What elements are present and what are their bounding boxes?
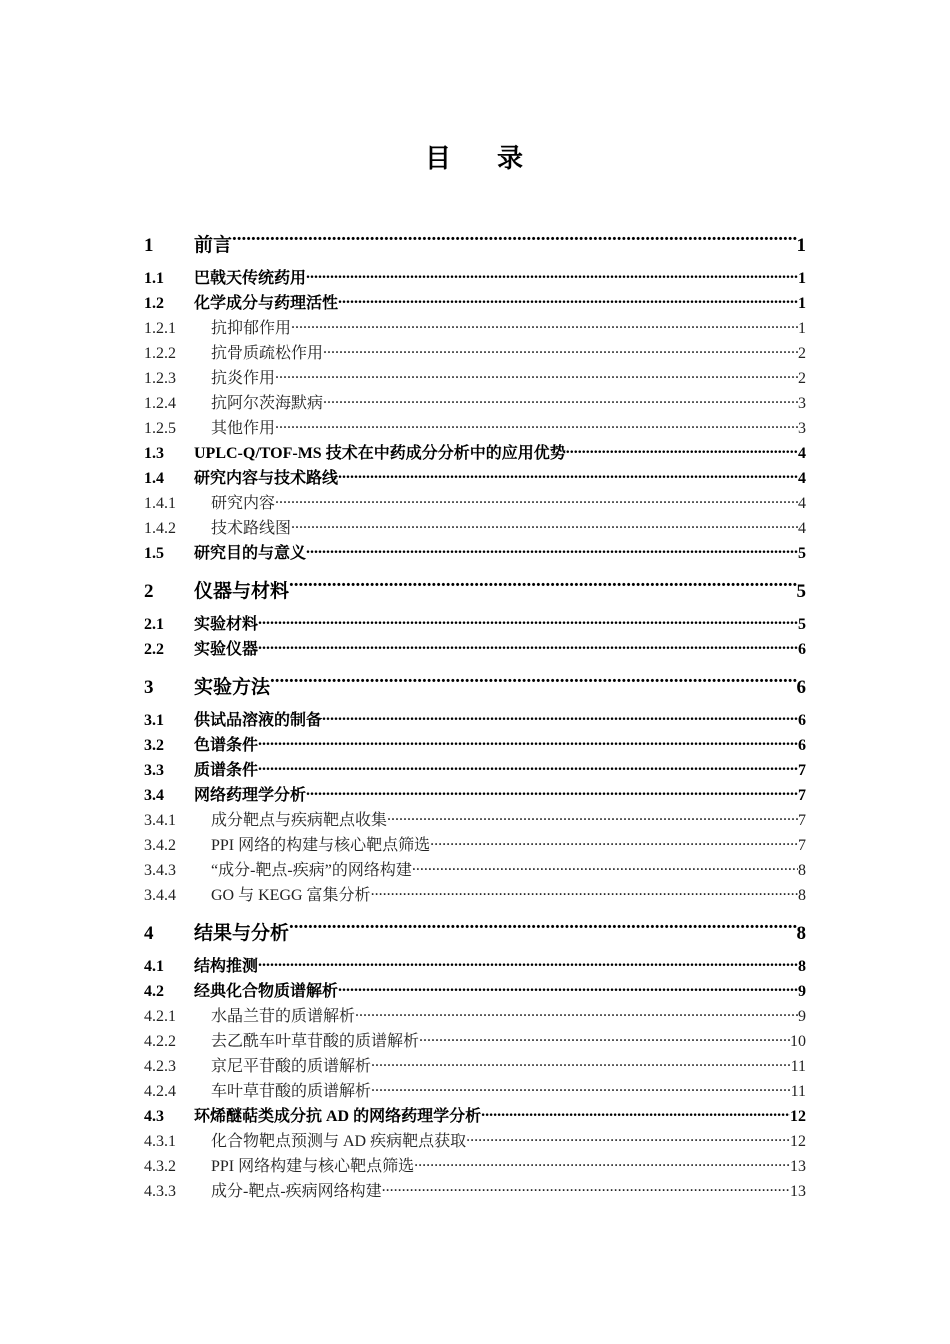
toc-entry-number: 1.2 — [144, 295, 164, 312]
toc-dot-leader — [258, 734, 798, 750]
toc-entry-page-number: 8 — [798, 862, 806, 879]
toc-entry-page-number: 9 — [798, 983, 806, 1000]
toc-entry-title: 研究内容与技术路线 — [194, 470, 339, 487]
toc-dot-leader — [258, 759, 798, 775]
toc-entry-title: 结果与分析 — [194, 923, 290, 944]
toc-dot-leader — [338, 980, 798, 996]
toc-entry-number: 4.3.3 — [144, 1183, 176, 1200]
toc-entry-title: 车叶草苷酸的质谱解析 — [211, 1083, 372, 1100]
toc-entry-title: 京尼平苷酸的质谱解析 — [211, 1058, 372, 1075]
toc-entry[interactable] — [144, 612, 806, 637]
toc-entry-title: 质谱条件 — [194, 762, 259, 779]
toc-entry-page-number: 1 — [796, 235, 806, 256]
toc-entry[interactable] — [144, 291, 806, 316]
toc-entry-number: 3.4.2 — [144, 837, 176, 854]
toc-entry-number: 3.2 — [144, 737, 164, 754]
toc-entry-number: 3.1 — [144, 712, 164, 729]
toc-entry-number: 1.5 — [144, 545, 164, 562]
toc-entry[interactable] — [144, 1054, 806, 1079]
toc-entry-number: 3.4.4 — [144, 887, 176, 904]
toc-entry-page-number: 13 — [790, 1158, 806, 1175]
toc-dot-leader — [275, 492, 798, 508]
toc-entry-page-number: 4 — [798, 495, 806, 512]
toc-dot-leader — [306, 784, 798, 800]
toc-entry-number: 3.4.1 — [144, 812, 176, 829]
toc-dot-leader — [412, 859, 798, 875]
toc-entry-page-number: 6 — [798, 641, 806, 658]
toc-entry-page-number: 8 — [798, 887, 806, 904]
toc-dot-leader — [258, 638, 798, 654]
toc-dot-leader — [338, 292, 798, 308]
toc-entry-title: 其他作用 — [211, 420, 276, 437]
toc-entry[interactable] — [144, 316, 806, 341]
toc-entry[interactable] — [144, 833, 806, 858]
toc-entry-title: PPI 网络构建与核心靶点筛选 — [211, 1158, 415, 1175]
toc-entry-number: 2.1 — [144, 616, 164, 633]
toc-dot-leader — [355, 1005, 798, 1021]
toc-entry-title: “成分-靶点-疾病”的网络构建 — [211, 862, 412, 879]
toc-entry-number: 3 — [144, 677, 154, 698]
toc-entry[interactable] — [144, 979, 806, 1004]
toc-entry-page-number: 12 — [790, 1108, 806, 1125]
toc-entry-number: 1.3 — [144, 445, 164, 462]
toc-entry[interactable] — [144, 1179, 806, 1204]
toc-entry-number: 1 — [144, 235, 154, 256]
toc-dot-leader — [289, 920, 796, 939]
toc-dot-leader — [275, 417, 798, 433]
toc-dot-leader — [371, 1080, 791, 1096]
toc-entry[interactable] — [144, 783, 806, 808]
toc-dot-leader — [371, 1055, 791, 1071]
toc-entry-title: 结构推测 — [194, 958, 259, 975]
toc-entry-number: 3.4 — [144, 787, 164, 804]
toc-entry-number: 4.2.3 — [144, 1058, 176, 1075]
toc-entry-page-number: 2 — [798, 370, 806, 387]
toc-entry-number: 1.4.2 — [144, 520, 176, 537]
toc-entry[interactable] — [144, 858, 806, 883]
toc-entry-number: 1.2.5 — [144, 420, 176, 437]
toc-dot-leader — [430, 834, 798, 850]
toc-entry-title: 去乙酰车叶草苷酸的质谱解析 — [211, 1033, 420, 1050]
toc-dot-leader — [232, 232, 796, 251]
toc-entry-page-number: 7 — [798, 837, 806, 854]
toc-dot-leader — [387, 809, 798, 825]
toc-entry-number: 4.2.4 — [144, 1083, 176, 1100]
toc-entry-number: 3.3 — [144, 762, 164, 779]
toc-dot-leader — [466, 1130, 790, 1146]
toc-entry-page-number: 5 — [798, 616, 806, 633]
toc-entry-page-number: 3 — [798, 395, 806, 412]
toc-entry-number: 3.4.3 — [144, 862, 176, 879]
toc-dot-leader — [258, 613, 798, 629]
toc-entry-page-number: 2 — [798, 345, 806, 362]
toc-entry[interactable] — [144, 266, 806, 291]
toc-dot-leader — [414, 1155, 790, 1171]
toc-entry-number: 1.4 — [144, 470, 164, 487]
toc-entry-page-number: 4 — [798, 520, 806, 537]
toc-entry-page-number: 5 — [796, 581, 806, 602]
toc-dot-leader — [291, 317, 798, 333]
toc-dot-leader — [258, 955, 798, 971]
toc-entry-page-number: 10 — [790, 1033, 806, 1050]
toc-dot-leader — [566, 442, 798, 458]
toc-entry-page-number: 1 — [798, 270, 806, 287]
toc-entry-number: 4.3.2 — [144, 1158, 176, 1175]
toc-entry-title: UPLC-Q/TOF-MS 技术在中药成分分析中的应用优势 — [194, 445, 566, 462]
toc-entry-page-number: 7 — [798, 812, 806, 829]
toc-entry-page-number: 1 — [798, 320, 806, 337]
toc-entry[interactable] — [144, 758, 806, 783]
toc-entry-number: 1.2.1 — [144, 320, 176, 337]
toc-entry-number: 1.4.1 — [144, 495, 176, 512]
toc-title-char-2: 录 — [497, 144, 526, 174]
toc-dot-leader — [270, 674, 796, 693]
toc-entry-title: 实验方法 — [194, 677, 271, 698]
toc-entry[interactable] — [144, 708, 806, 733]
toc-entry[interactable] — [144, 914, 806, 954]
toc-dot-leader — [371, 884, 798, 900]
toc-entry-title: 化合物靶点预测与 AD 疾病靶点获取 — [211, 1133, 467, 1150]
toc-entry-number: 1.2.2 — [144, 345, 176, 362]
toc-entry-number: 4.3 — [144, 1108, 164, 1125]
toc-entry-page-number: 9 — [798, 1008, 806, 1025]
toc-entry-title: 技术路线图 — [211, 520, 292, 537]
toc-entry[interactable] — [144, 572, 806, 612]
toc-entry-page-number: 3 — [798, 420, 806, 437]
toc-entry[interactable] — [144, 637, 806, 662]
toc-entry[interactable] — [144, 954, 806, 979]
toc-entry-title: 经典化合物质谱解析 — [194, 983, 339, 1000]
toc-entry-title: 巴戟天传统药用 — [194, 270, 307, 287]
toc-entry-number: 4.2.1 — [144, 1008, 176, 1025]
toc-dot-leader — [275, 367, 798, 383]
toc-entry[interactable] — [144, 466, 806, 491]
toc-entry-page-number: 6 — [798, 712, 806, 729]
toc-entry-number: 1.1 — [144, 270, 164, 287]
toc-entry-page-number: 7 — [798, 787, 806, 804]
toc-dot-leader — [419, 1030, 790, 1046]
toc-entry[interactable] — [144, 883, 806, 908]
toc-entry-title: 抗炎作用 — [211, 370, 276, 387]
toc-entry[interactable] — [144, 341, 806, 366]
toc-entry-title: 抗阿尔茨海默病 — [211, 395, 324, 412]
toc-entry-title: 供试品溶液的制备 — [194, 712, 323, 729]
toc-entry-number: 4 — [144, 923, 154, 944]
toc-entry[interactable] — [144, 226, 806, 266]
toc-dot-leader — [338, 467, 798, 483]
toc-entry-title: 水晶兰苷的质谱解析 — [211, 1008, 356, 1025]
toc-entry[interactable] — [144, 733, 806, 758]
toc-entry-title: 成分靶点与疾病靶点收集 — [211, 812, 388, 829]
toc-entry-title: PPI 网络的构建与核心靶点筛选 — [211, 837, 431, 854]
toc-dot-leader — [291, 517, 798, 533]
toc-entry-title: 色谱条件 — [194, 737, 259, 754]
toc-entry-title: 实验材料 — [194, 616, 259, 633]
toc-dot-leader — [289, 578, 796, 597]
toc-entry[interactable] — [144, 808, 806, 833]
toc-entry-page-number: 1 — [798, 295, 806, 312]
toc-dot-leader — [323, 392, 798, 408]
toc-dot-leader — [481, 1105, 790, 1121]
toc-entry-title: 实验仪器 — [194, 641, 259, 658]
toc-entry[interactable] — [144, 416, 806, 441]
toc-entry-number: 4.2.2 — [144, 1033, 176, 1050]
toc-entry-title: 环烯醚萜类成分抗 AD 的网络药理学分析 — [194, 1108, 482, 1125]
toc-dot-leader — [306, 267, 798, 283]
toc-entry-title: 网络药理学分析 — [194, 787, 307, 804]
toc-entry-title: 成分-靶点-疾病网络构建 — [211, 1183, 382, 1200]
toc-entry[interactable] — [144, 541, 806, 566]
toc-entry-number: 4.2 — [144, 983, 164, 1000]
toc-entry-page-number: 11 — [790, 1058, 806, 1075]
toc-title-char-1: 目 — [424, 144, 453, 174]
toc-entry-number: 1.2.4 — [144, 395, 176, 412]
toc-entry-title: 前言 — [194, 235, 233, 256]
toc-entry-number: 4.1 — [144, 958, 164, 975]
toc-entry-page-number: 6 — [796, 677, 806, 698]
toc-entry[interactable] — [144, 391, 806, 416]
toc-entry-title: 研究目的与意义 — [194, 545, 307, 562]
toc-entry[interactable] — [144, 1004, 806, 1029]
toc-dot-leader — [382, 1180, 790, 1196]
toc-entry-number: 4.3.1 — [144, 1133, 176, 1150]
toc-entry[interactable] — [144, 1029, 806, 1054]
toc-entry-title: 研究内容 — [211, 495, 276, 512]
toc-entry[interactable] — [144, 1129, 806, 1154]
toc-entry-title: GO 与 KEGG 富集分析 — [211, 887, 371, 904]
toc-entry-page-number: 4 — [798, 445, 806, 462]
toc-entry-page-number: 4 — [798, 470, 806, 487]
toc-entry-number: 2.2 — [144, 641, 164, 658]
toc-title — [0, 138, 950, 175]
toc-entry[interactable] — [144, 1104, 806, 1129]
toc-entry[interactable] — [144, 491, 806, 516]
toc-entry-title: 抗骨质疏松作用 — [211, 345, 324, 362]
toc-entry-title: 化学成分与药理活性 — [194, 295, 339, 312]
toc-entry-number: 1.2.3 — [144, 370, 176, 387]
toc-entry-page-number: 13 — [790, 1183, 806, 1200]
table-of-contents — [144, 226, 806, 1204]
toc-entry[interactable] — [144, 441, 806, 466]
toc-entry-page-number: 11 — [790, 1083, 806, 1100]
toc-entry[interactable] — [144, 668, 806, 708]
toc-entry[interactable] — [144, 516, 806, 541]
toc-entry-title: 抗抑郁作用 — [211, 320, 292, 337]
toc-entry[interactable] — [144, 366, 806, 391]
toc-entry-page-number: 5 — [798, 545, 806, 562]
toc-dot-leader — [306, 542, 798, 558]
toc-entry-title: 仪器与材料 — [194, 581, 290, 602]
toc-dot-leader — [322, 709, 798, 725]
toc-dot-leader — [323, 342, 798, 358]
toc-entry-page-number: 8 — [796, 923, 806, 944]
toc-entry[interactable] — [144, 1079, 806, 1104]
toc-entry-page-number: 6 — [798, 737, 806, 754]
toc-entry[interactable] — [144, 1154, 806, 1179]
toc-entry-page-number: 7 — [798, 762, 806, 779]
toc-entry-page-number: 12 — [790, 1133, 806, 1150]
toc-entry-number: 2 — [144, 581, 154, 602]
toc-entry-page-number: 8 — [798, 958, 806, 975]
